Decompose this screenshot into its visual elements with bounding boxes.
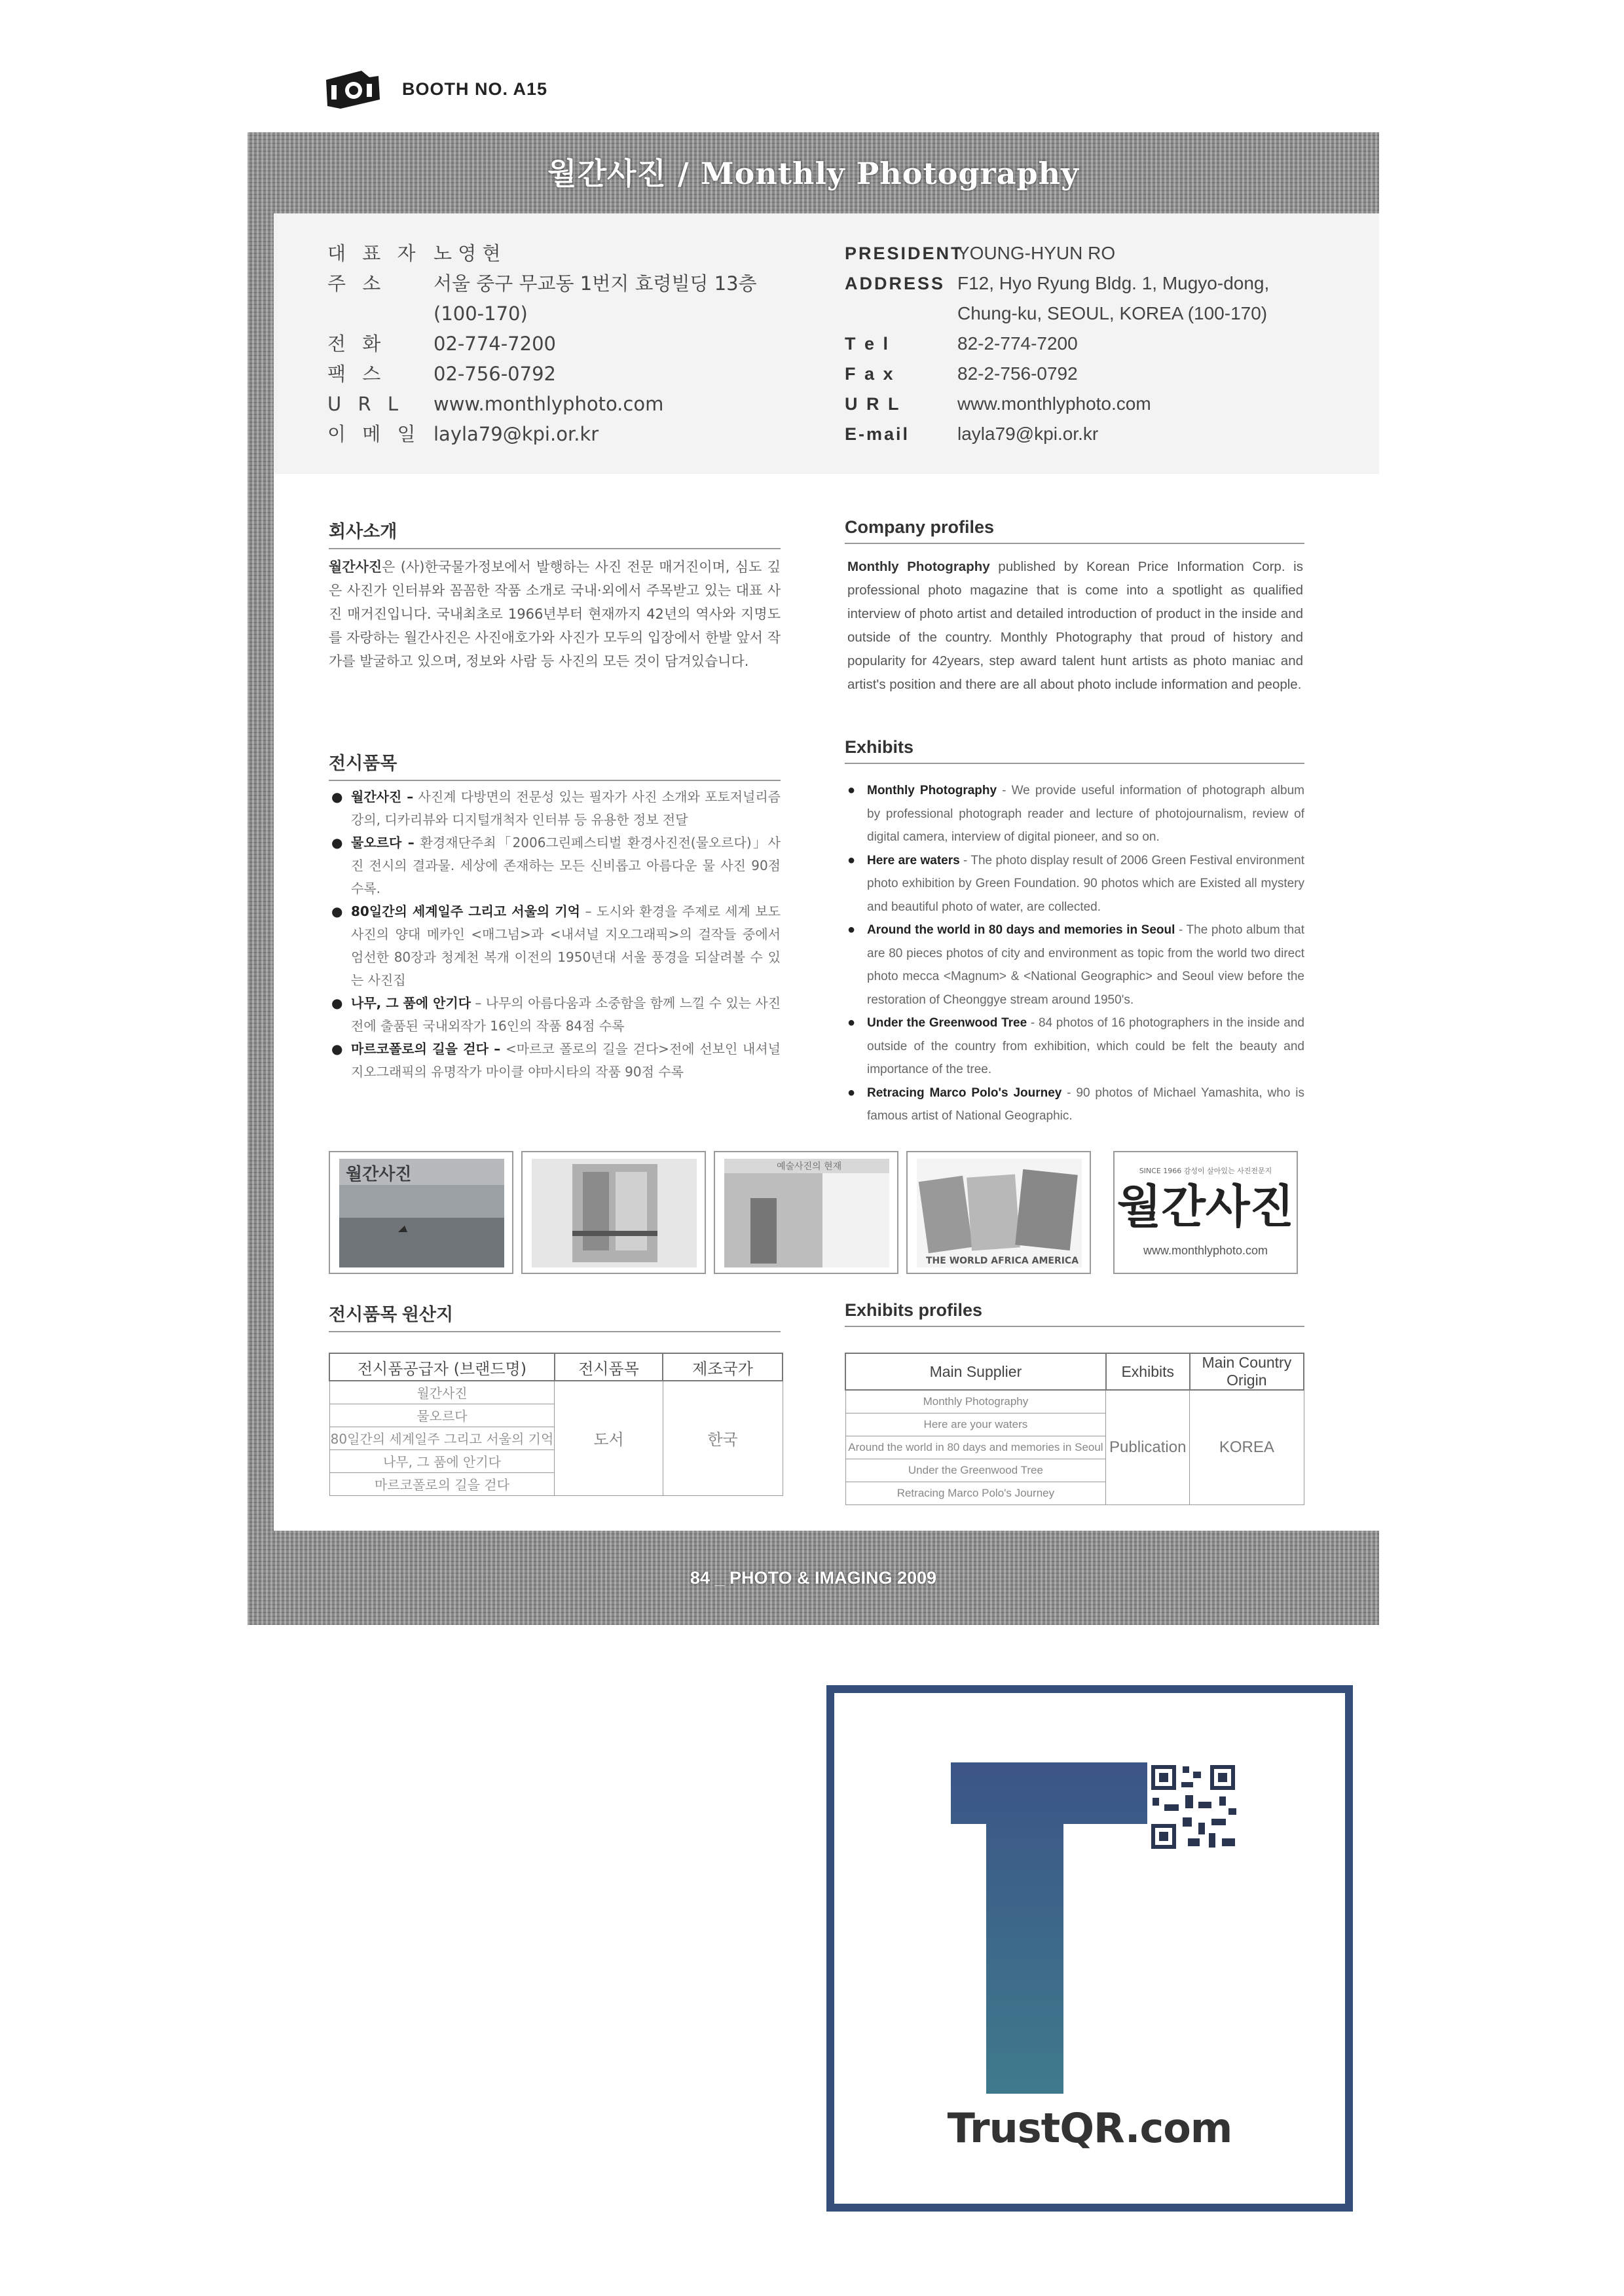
contact-label: 주 소 — [327, 272, 386, 295]
supplier-cell: 나무, 그 품에 안기다 — [329, 1449, 555, 1472]
contact-label: F a x — [845, 364, 895, 384]
company-body-ko: 은 (사)한국물가정보에서 발행하는 사진 전문 매거진이며, 심도 깊은 사진가 인터뷰와 꼼꼼한 작품 소개로 국내·외에서 주목받고 있는 대표 사진 매거진입니다. 국내최초로 1966년부터 현재까지 42년의 역사와 지명도를 자랑하는 월간사진은 사진애호가와 사진가 모두의 입장에서 한발 앞서 작가를 발굴하고 있으며, 정보와 사람 등 사진의 모든 것이 담겨있습니다. — [329, 559, 781, 669]
contact-label: 전 화 — [327, 333, 386, 355]
contact-label: E-mail — [845, 424, 910, 444]
exhibit-title: 물오르다 – — [351, 835, 415, 850]
exhibit-description: 사진계 다방면의 전문성 있는 필자가 사진 소개와 포토저널리즘 강의, 디카리뷰와 디지털개척자 인터뷰 등 유용한 정보 전달 — [351, 789, 781, 828]
contact-row — [327, 238, 757, 268]
exhibit-item — [847, 779, 1304, 849]
contact-row — [845, 359, 1269, 389]
contact-value: www.monthlyphoto.com — [434, 393, 664, 415]
company-body-en: published by Korean Price Information Corp. is professional photo magazine that is come into a spotlight as qualified interview of photo artist and detailed introduction of product in the inside and outside of the country. Monthly Photography that proud of history and popularity for 42years, step award talent hunt artists as photo maniac and artist's position and there are all about photo include information and people. — [847, 559, 1303, 692]
exhibit-title: Under the Greenwood Tree — [867, 1016, 1027, 1030]
thumbnail-world-map-book-cover — [906, 1151, 1091, 1274]
exhibits-list-ko — [331, 786, 781, 1084]
exhibit-item — [331, 900, 781, 992]
exhibit-title: Here are waters — [867, 853, 960, 867]
origin-table-ko — [329, 1353, 783, 1496]
thumbnail-monthly-photo-logo — [1113, 1151, 1298, 1274]
contact-value: 82-2-756-0792 — [957, 363, 1078, 384]
supplier-cell: 월간사진 — [329, 1381, 555, 1404]
logo-url-text: www.monthlyphoto.com — [1143, 1244, 1268, 1257]
exhibit-title: 80일간의 세계일주 그리고 서울의 기억 — [351, 903, 580, 919]
contact-label: T e l — [845, 334, 891, 354]
logo-since-text: SINCE 1966 감성이 살아있는 사진전문지 — [1139, 1167, 1272, 1175]
exhibit-title: Monthly Photography — [867, 784, 997, 797]
contact-label: 이 메 일 — [327, 423, 421, 445]
exhibit-description: - The photo display result of 2006 Green Festival environment photo exhibition by Green Foundation. 90 photos which are Existed all mystery and beautiful photo of water, are collected. — [867, 853, 1304, 914]
company-lead-ko: 월간사진 — [329, 559, 382, 575]
contact-value: Chung-ku, SEOUL, KOREA (100-170) — [957, 303, 1268, 323]
supplier-cell: Here are your waters — [845, 1413, 1106, 1436]
contact-value: www.monthlyphoto.com — [957, 393, 1151, 414]
booth-header — [322, 71, 547, 107]
contact-label: 팩 스 — [327, 363, 386, 385]
supplier-cell: 80일간의 세계일주 그리고 서울의 기억 — [329, 1427, 555, 1449]
contact-row — [845, 268, 1269, 299]
contact-label — [845, 299, 957, 329]
company-lead-en: Monthly Photography — [847, 559, 990, 574]
supplier-cell: Retracing Marco Polo's Journey — [845, 1482, 1106, 1504]
contact-row — [327, 389, 757, 419]
table-row — [329, 1381, 783, 1404]
qr-code-icon — [1147, 1761, 1239, 1853]
contact-row — [845, 389, 1269, 419]
exhibits-heading-ko: 전시품목 — [329, 749, 781, 781]
column-header: Exhibits — [1106, 1353, 1190, 1390]
exhibit-title: 마르코폴로의 길을 걷다 – — [351, 1041, 501, 1057]
contact-value: F12, Hyo Ryung Bldg. 1, Mugyo-dong, — [957, 273, 1270, 293]
thumbnail-caption-4: THE WORLD AFRICA AMERICA — [926, 1256, 1079, 1266]
company-heading-en: Company profiles — [845, 517, 1304, 544]
column-header: Main Supplier — [845, 1353, 1106, 1390]
exhibit-description: – 도시와 환경을 주제로 세계 보도사진의 양대 메카인 <매그넘>과 <내셔널 지오그래픽>의 걸작들 중에서 엄선한 80장과 청계천 복개 이전의 1950년대 서울 풍경을 되살려볼 수 있는 사진집 — [351, 903, 781, 988]
column-header: 전시품목 — [555, 1353, 663, 1381]
exhibit-title: 월간사진 – — [351, 789, 414, 805]
contact-value: (100-170) — [434, 302, 528, 325]
trustqr-wordmark: TrustQR.com — [947, 2104, 1232, 2152]
contact-row — [327, 359, 757, 389]
exhibit-description: - The photo album that are 80 pieces photos of city and environment as topic from the world two direct photo mecca <Magnum> & <National Geographic> and Seoul view before the restoration of Cheonggye stream around 1950's. — [867, 923, 1305, 1007]
contact-label: U R L — [845, 394, 901, 414]
category-cell: 도서 — [555, 1381, 663, 1495]
contact-value: 02-774-7200 — [434, 333, 556, 355]
contact-row — [845, 238, 1269, 268]
column-header: 전시품공급자 (브랜드명) — [329, 1353, 555, 1381]
book-cover-image — [532, 1159, 697, 1267]
exhibit-description: <마르코 폴로의 길을 걷다>전에 선보인 내셔널 지오그래픽의 유명작가 마이클 야마시타의 작품 90점 수록 — [351, 1041, 781, 1080]
table-header-row — [329, 1353, 783, 1381]
supplier-cell: 물오르다 — [329, 1404, 555, 1427]
book-cover-image — [724, 1159, 889, 1267]
contact-value: 서울 중구 무교동 1번지 효령빌딩 13층 — [434, 272, 757, 295]
contact-value: layla79@kpi.or.kr — [957, 424, 1099, 444]
exhibit-item — [847, 849, 1304, 919]
supplier-cell: Under the Greenwood Tree — [845, 1459, 1106, 1482]
contact-label: 대 표 자 — [327, 242, 421, 264]
contact-row — [845, 419, 1269, 449]
contact-value: 82-2-774-7200 — [957, 333, 1078, 354]
company-heading-ko: 회사소개 — [329, 517, 781, 549]
table-row — [845, 1390, 1304, 1413]
thumbnail-architecture-book-cover — [521, 1151, 706, 1274]
country-cell: KOREA — [1190, 1390, 1304, 1504]
thumbnail-art-photo-book-cover — [714, 1151, 898, 1274]
page-footer: 84 _ PHOTO & IMAGING 2009 — [690, 1567, 937, 1588]
contact-info-english — [845, 238, 1269, 449]
company-text-en — [847, 555, 1303, 697]
exhibits-heading-en: Exhibits — [845, 737, 1304, 764]
contact-value: layla79@kpi.or.kr — [434, 423, 599, 445]
contact-row — [327, 268, 757, 299]
thumbnail-caption-1: 월간사진 — [346, 1165, 412, 1184]
exhibit-title: Retracing Marco Polo's Journey — [867, 1085, 1062, 1100]
contact-label: PRESIDENT — [845, 244, 964, 263]
thumbnail-monthly-photo-cover — [329, 1151, 513, 1274]
exhibit-description: 환경재단주최「2006그린페스티벌 환경사진전(물오르다)」사진 전시의 결과물. 세상에 존재하는 모든 신비롭고 아름다운 물 사진 90점 수록. — [351, 835, 781, 896]
contact-value: YOUNG-HYUN RO — [957, 243, 1116, 263]
exhibit-item — [847, 1011, 1304, 1082]
supplier-cell: Around the world in 80 days and memories in Seoul — [845, 1436, 1106, 1459]
table-header-row — [845, 1353, 1304, 1390]
page-title: 월간사진 / Monthly Photography — [547, 156, 1079, 191]
book-cover-image — [917, 1159, 1082, 1267]
exhibit-description: - 84 photos of 16 photographers in the inside and outside of the country from exhibition, which could be felt the beauty and importance of the tree. — [867, 1016, 1304, 1076]
origin-heading-en: Exhibits profiles — [845, 1300, 1304, 1327]
contact-label — [327, 299, 434, 329]
category-cell: Publication — [1106, 1390, 1190, 1504]
exhibit-description: – 나무의 아름다움과 소중함을 함께 느낄 수 있는 사진전에 출품된 국내외작가 16인의 작품 84점 수록 — [351, 995, 781, 1034]
contact-row — [845, 329, 1269, 359]
contact-label: U R L — [327, 393, 403, 415]
exhibit-item — [847, 919, 1304, 1011]
exhibit-item — [331, 992, 781, 1038]
country-cell: 한국 — [663, 1381, 783, 1495]
supplier-cell: 마르코폴로의 길을 걷다 — [329, 1472, 555, 1495]
exhibit-item — [331, 1038, 781, 1084]
contact-row — [327, 419, 757, 449]
catalog-frame — [248, 132, 1379, 1625]
logo-brand-text: 월간사진 — [1116, 1180, 1295, 1233]
exhibit-title: 나무, 그 품에 안기다 — [351, 995, 471, 1011]
origin-heading-ko: 전시품목 원산지 — [329, 1300, 781, 1332]
magazine-cover-image — [339, 1159, 504, 1267]
origin-table-en — [845, 1353, 1304, 1505]
column-header: Main Country Origin — [1190, 1353, 1304, 1390]
contact-row — [845, 299, 1269, 329]
contact-row — [327, 329, 757, 359]
camera-logo-icon — [322, 68, 382, 110]
exhibit-item — [331, 786, 781, 831]
exhibit-title: Around the world in 80 days and memories in Seoul — [867, 923, 1175, 937]
exhibit-description: - We provide useful information of photograph album by professional photograph reader and lecture of photojournalism, review of digital camera, interview of digital pioneer, and so on. — [867, 784, 1304, 844]
exhibit-item — [331, 831, 781, 900]
contact-row — [327, 299, 757, 329]
catalog-content — [274, 213, 1379, 1531]
exhibit-item — [847, 1082, 1304, 1128]
column-header: 제조국가 — [663, 1353, 783, 1381]
thumbnail-caption-3: 예술사진의 현재 — [777, 1161, 842, 1172]
exhibits-list-en — [847, 779, 1304, 1128]
contact-info-korean — [327, 238, 757, 449]
company-text-ko — [329, 555, 781, 673]
contact-value: 02-756-0792 — [434, 363, 556, 385]
supplier-cell: Monthly Photography — [845, 1390, 1106, 1413]
trustqr-logo — [826, 1685, 1353, 2212]
contact-value: 노 영 현 — [434, 242, 501, 264]
exhibit-description: - 90 photos of Michael Yamashita, who is famous artist of National Geographic. — [867, 1085, 1304, 1123]
booth-number: BOOTH NO. A15 — [402, 79, 548, 99]
contact-label: ADDRESS — [845, 274, 946, 293]
